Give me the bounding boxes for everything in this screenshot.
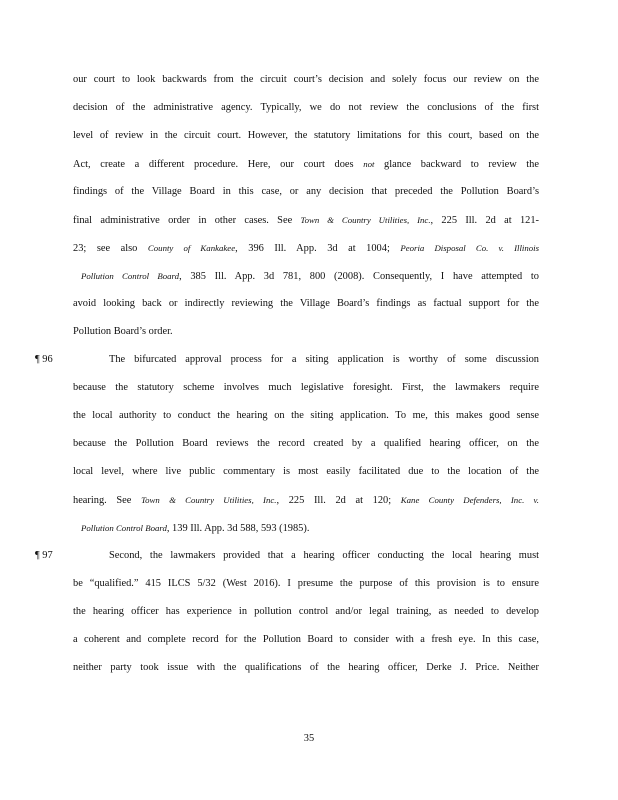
text-line: level of review in the circuit court. However, the statutory limitations for this court, based on the [73, 130, 539, 141]
text-line: because the Pollution Board reviews the record created by a qualified hearing officer, on the [73, 438, 539, 449]
text-line: The bifurcated approval process for a siting application is worthy of some discussion [109, 354, 539, 365]
text-line: our court to look backwards from the circuit court’s decision and solely focus our review on the [73, 74, 539, 85]
text-line [73, 213, 539, 228]
citation-italic: Pollution Control Board [81, 523, 167, 533]
text-run: final administrative order in other cases. See [73, 215, 301, 226]
text-line: findings of the Village Board in this case, or any decision that preceded the Pollution Board’s [73, 186, 539, 197]
text-run: , 225 Ill. 2d at 120; [276, 495, 401, 506]
paragraph-number: ¶ 97 [35, 550, 53, 561]
text-line [73, 157, 539, 172]
text-line: Pollution Board’s order. [73, 326, 173, 337]
text-run: , 396 Ill. App. 3d at 1004; [235, 243, 401, 254]
text-run: Act, create a different procedure. Here, our court does [73, 159, 364, 170]
citation-italic: County of Kankakee [147, 243, 236, 253]
citation-italic: Kane County Defenders, Inc. v. [400, 495, 540, 505]
text-line [73, 241, 539, 256]
citation-italic: Peoria Disposal Co. v. Illinois [400, 243, 539, 253]
text-line: local level, where live public commentary is most easily facilitated due to the location of the [73, 466, 539, 477]
text-line [73, 493, 539, 508]
text-line: be “qualified.” 415 ILCS 5/32 (West 2016). I presume the purpose of this provision is to ensure [73, 578, 539, 589]
text-run: 23; see also [73, 243, 148, 254]
citation-italic: Town & Country Utilities, Inc. [300, 215, 431, 225]
text-run: glance backward to review the [374, 159, 539, 170]
text-run: hearing. See [73, 495, 142, 506]
text-line: avoid looking back or indirectly reviewing the Village Board’s findings as factual support for the [73, 298, 539, 309]
text-line [81, 521, 309, 536]
citation-italic: Pollution Control Board [81, 271, 180, 281]
citation-italic: Town & Country Utilities, Inc. [141, 495, 277, 505]
text-line: Second, the lawmakers provided that a hearing officer conducting the local hearing must [109, 550, 539, 561]
text-line: because the statutory scheme involves much legislative foresight. First, the lawmakers require [73, 382, 539, 393]
text-line [81, 269, 539, 284]
text-run: , 385 Ill. App. 3d 781, 800 (2008). Consequently, I have attempted to [179, 271, 539, 282]
text-line: decision of the administrative agency. Typically, we do not review the conclusions of the first [73, 102, 539, 113]
page-number: 35 [303, 733, 315, 744]
paragraph-number: ¶ 96 [35, 354, 53, 365]
text-line: neither party took issue with the qualifications of the hearing officer, Derke J. Price. Neither [73, 662, 539, 673]
text-line: the hearing officer has experience in pollution control and/or legal training, as needed to develop [73, 606, 539, 617]
italic-text: not [363, 159, 375, 169]
text-line: a coherent and complete record for the Pollution Board to consider with a fresh eye. In this case, [73, 634, 539, 645]
text-line: the local authority to conduct the hearing on the siting application. To me, this makes good sense [73, 410, 539, 421]
text-run: , 225 Ill. 2d at 121- [430, 215, 540, 226]
text-run: , 139 Ill. App. 3d 588, 593 (1985). [166, 523, 310, 534]
